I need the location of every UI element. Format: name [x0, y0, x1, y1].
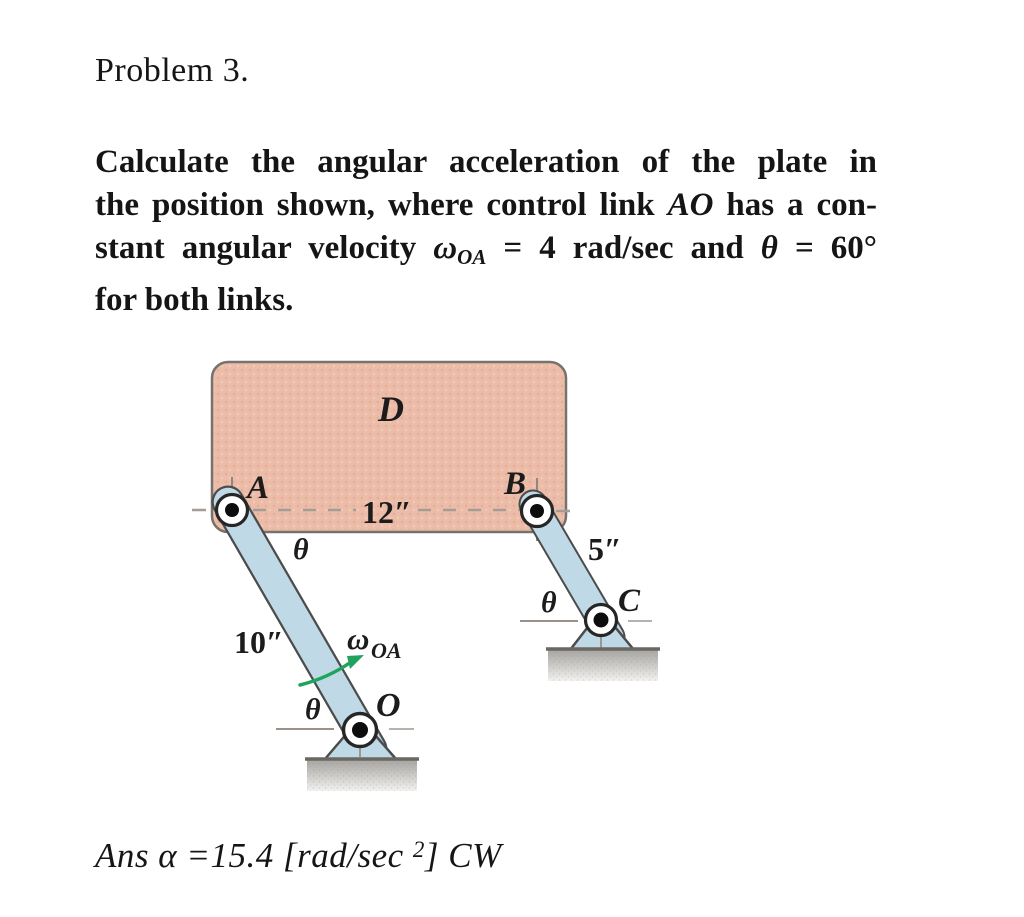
link-ao-reference: AO — [667, 187, 714, 223]
dim-5-label: 5″ — [588, 531, 622, 567]
answer-exponent: 2 — [412, 837, 425, 862]
line3-text-mid: = 4 rad/sec and — [486, 230, 761, 266]
plate-label-d: D — [378, 389, 404, 429]
pin-c-center — [594, 613, 609, 628]
angular-velocity-arrowhead — [347, 655, 364, 669]
omega-oa-label: ω — [347, 621, 370, 656]
pin-label-b: B — [504, 466, 527, 502]
omega-oa-subscript: OA — [371, 638, 402, 663]
pin-b-center — [530, 504, 544, 518]
omega-symbol: ω — [433, 230, 458, 266]
line3-text: stant angular velocity — [95, 230, 434, 266]
line4-text: for both links. — [95, 282, 294, 318]
omega-subscript: OA — [457, 245, 487, 269]
pin-label-a: A — [247, 470, 270, 506]
line1-text: Calculate the angular acceleration of the plate in — [95, 144, 877, 180]
answer-line — [95, 836, 502, 876]
problem-title: Problem 3. — [95, 52, 250, 89]
answer-suffix: ] CW — [424, 836, 502, 875]
theta-c-label: θ — [541, 586, 557, 619]
theta-a-label: θ — [293, 533, 309, 566]
pin-label-c: C — [618, 583, 641, 619]
theta-o-label: θ — [305, 693, 321, 726]
line2-text: the position shown, where control link — [95, 187, 668, 223]
theta-symbol: θ — [760, 230, 778, 266]
ground-c-texture — [548, 648, 658, 681]
line2-text-end: has a con- — [713, 187, 878, 223]
pin-a-center — [225, 503, 239, 517]
pin-o-center — [352, 722, 368, 738]
line3-text-end: = 60° — [777, 230, 877, 266]
dim-10-label: 10″ — [234, 624, 284, 660]
ground-o-texture — [307, 758, 417, 791]
dim-12-label: 12″ — [362, 494, 412, 530]
pin-label-o: O — [376, 687, 401, 724]
answer-prefix: Ans α =15.4 [rad/sec — [95, 836, 413, 875]
